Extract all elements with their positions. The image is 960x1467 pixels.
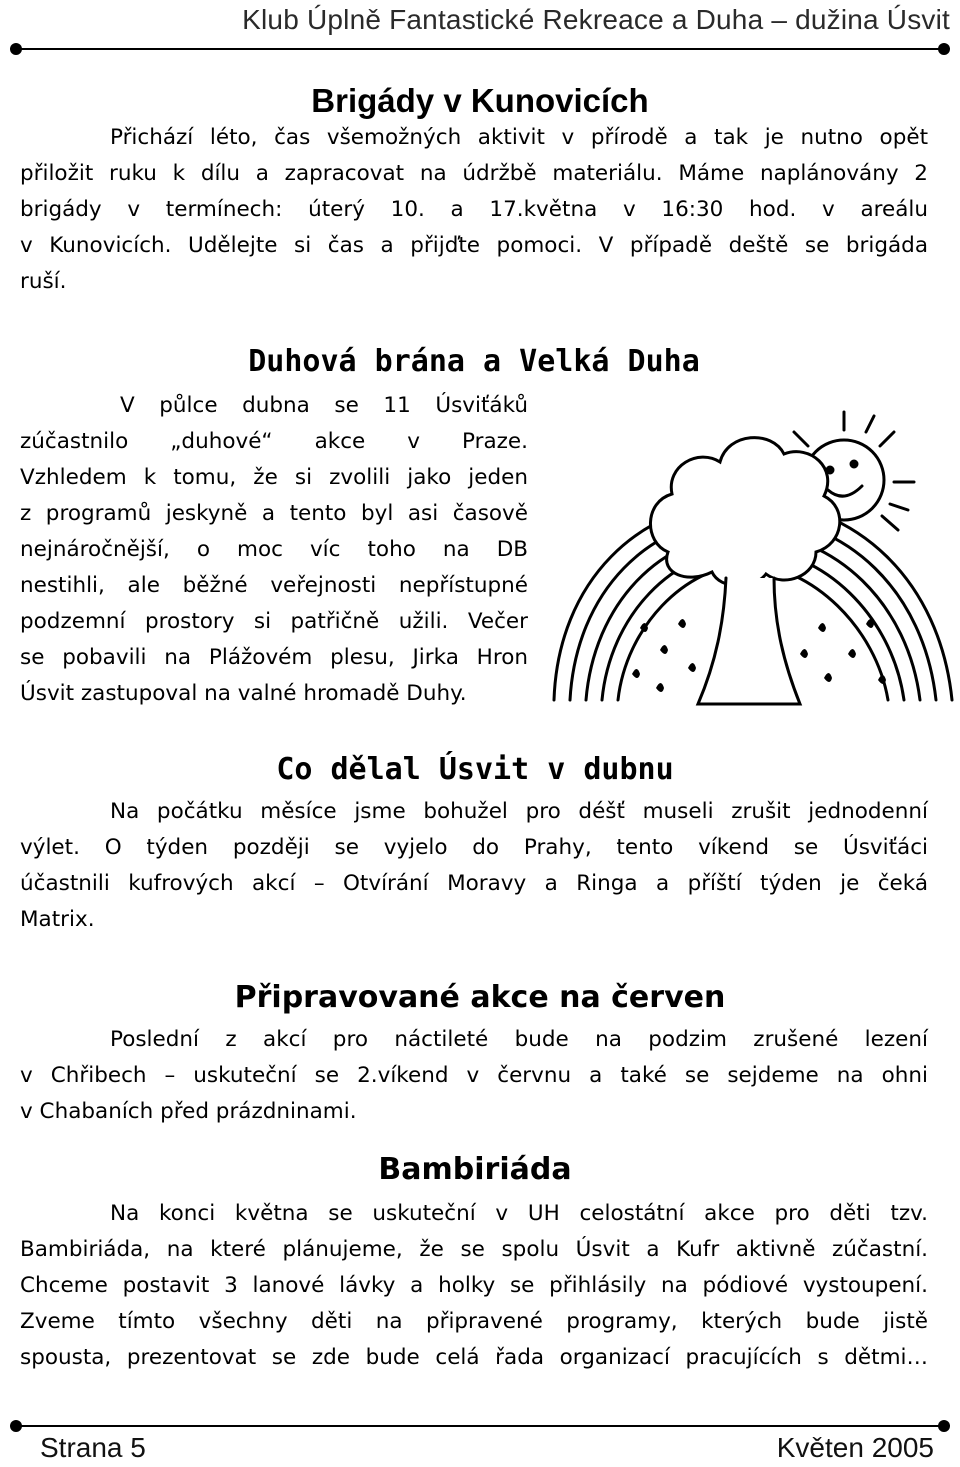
- footer-date: Květen 2005: [776, 1432, 934, 1463]
- paragraph-line: brigády v termínech: úterý 10. a 17.května v 16:30 hod. v areálu: [20, 197, 928, 222]
- paragraph-line: Zveme tímto všechny děti na připravené programy, kterých bude jistě: [20, 1309, 928, 1334]
- footer-rule-right-dot: [938, 1420, 950, 1432]
- section-title-duhova-brana: Duhová brána a Velká Duha: [248, 344, 700, 379]
- footer-page-number: Strana 5: [40, 1432, 146, 1463]
- paragraph-line: Na počátku měsíce jsme bohužel pro déšť museli zrušit jednodenní: [110, 799, 928, 824]
- paragraph-line: ruší.: [20, 269, 67, 294]
- paragraph-line: Přichází léto, čas všemožných aktivit v přírodě a tak je nutno opět: [110, 125, 928, 150]
- paragraph-line: V půlce dubna se 11 Úsviťáků: [120, 393, 528, 418]
- paragraph-line: v Kunovicích. Udělejte si čas a přijďte pomoci. V případě deště se brigáda: [20, 233, 928, 258]
- paragraph-line: přiložit ruku k dílu a zapracovat na údržbě materiálu. Máme naplánovány 2: [20, 161, 928, 186]
- header-rule-left-dot: [10, 43, 22, 55]
- paragraph-line: Chceme postavit 3 lanové lávky a holky se přihlásily na pódiové vystoupení.: [20, 1273, 928, 1298]
- footer-rule-left-dot: [10, 1420, 22, 1432]
- page-header: [0, 0, 960, 60]
- paragraph-line: zúčastnilo „duhové“ akce v Praze.: [20, 429, 528, 454]
- section-title-brigady: Brigády v Kunovicích: [311, 82, 649, 119]
- section-title-bambiriada: Bambiriáda: [378, 1152, 572, 1187]
- paragraph-line: podzemní prostory si patřičně užili. Večer: [20, 609, 528, 634]
- tree-sun-rainbow-rain-icon: [548, 392, 960, 710]
- paragraph-line: výlet. O týden později se vyjelo do Prahy, tento víkend se Úsviťáci: [20, 835, 928, 860]
- header-title: Klub Úplně Fantastické Rekreace a Duha – dužina Úsvit: [242, 4, 950, 35]
- paragraph-line: v Chřibech – uskuteční se 2.víkend v červnu a také se sejdeme na ohni: [20, 1063, 928, 1088]
- section-body-bambiriada: [20, 1196, 928, 1376]
- paragraph-line: Na konci května se uskuteční v UH celostátní akce pro děti tzv.: [110, 1201, 928, 1226]
- section-title-co-delal-usvit: Co dělal Úsvit v dubnu: [276, 752, 674, 787]
- header-rule-right-dot: [938, 43, 950, 55]
- tree-icon: [650, 438, 839, 704]
- section-body-brigady: [20, 120, 928, 300]
- paragraph-line: Úsvit zastupoval na valné hromadě Duhy.: [20, 681, 467, 706]
- section-title-pripravovane-akce: Připravované akce na červen: [234, 980, 726, 1015]
- paragraph-line: v Chabaních před prázdninami.: [20, 1099, 357, 1124]
- paragraph-line: nejnáročnější, o moc víc toho na DB: [20, 537, 528, 562]
- section-body-co-delal-usvit: [20, 794, 928, 938]
- paragraph-line: se pobavili na Plážovém plesu, Jirka Hron: [20, 645, 528, 670]
- paragraph-line: Matrix.: [20, 907, 95, 932]
- paragraph-line: účastnili kufrových akcí – Otvírání Moravy a Ringa a příští týden je čeká: [20, 871, 928, 896]
- section-body-pripravovane-akce: [20, 1022, 928, 1130]
- paragraph-line: spousta, prezentovat se zde bude celá řada organizací pracujících s dětmi…: [20, 1345, 928, 1370]
- header-rule: [18, 48, 940, 50]
- paragraph-line: Vzhledem k tomu, že si zvolili jako jeden: [20, 465, 528, 490]
- section-body-duhova-brana: [20, 388, 528, 712]
- paragraph-line: z programů jeskyně a tento byl asi časově: [20, 501, 528, 526]
- paragraph-line: nestihli, ale běžné veřejnosti nepřístupné: [20, 573, 528, 598]
- paragraph-line: Poslední z akcí pro náctileté bude na podzim zrušené lezení: [110, 1027, 928, 1052]
- footer-rule: [18, 1425, 940, 1427]
- paragraph-line: Bambiriáda, na které plánujeme, že se spolu Úsvit a Kufr aktivně zúčastní.: [20, 1237, 928, 1262]
